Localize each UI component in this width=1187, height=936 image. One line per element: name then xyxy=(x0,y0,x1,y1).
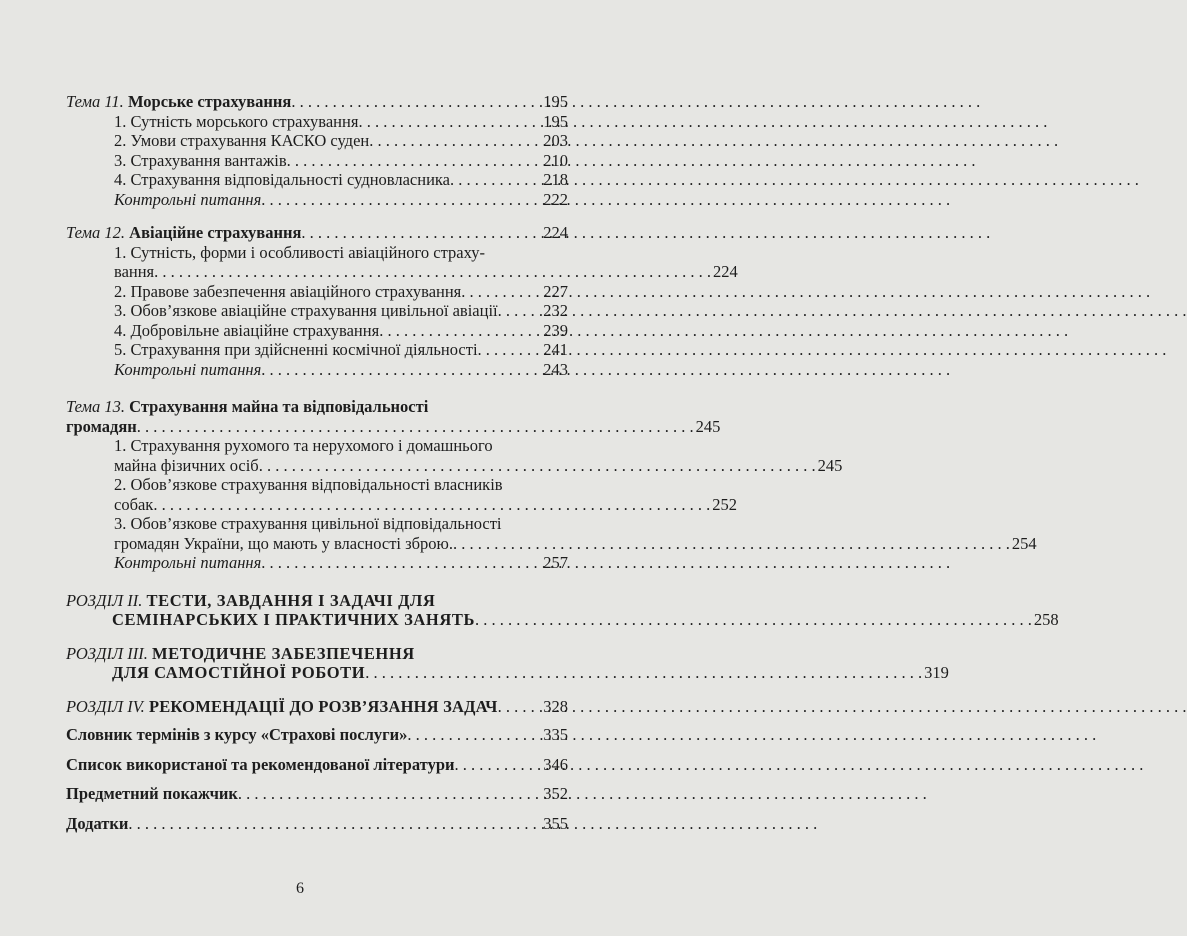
topic-12-title: Авіаційне страхування xyxy=(129,223,302,242)
dot-leader xyxy=(261,190,541,210)
toc-item-12-4[interactable] xyxy=(66,321,568,341)
dot-leader xyxy=(379,321,541,341)
appendix-page: 355 xyxy=(543,813,568,833)
toc-item-label: 1. Сутність морського страхування xyxy=(114,111,359,131)
dot-leader xyxy=(407,725,541,745)
toc-item-label: 4. Добровільне авіаційне страхування xyxy=(114,320,380,340)
topic-11-title: Морське страхування xyxy=(127,92,292,111)
dot-leader: . . . . . . . . . . . . . . . . . . . . . . . . . . . . . . . . . . . . . . . . . . . . . . . . . . . . . . . . . . . . . . . . . . . . xyxy=(136,416,694,436)
dot-leader: . . . . . . . . . . . . . . . . . . . . . . . . . . . . . . . . . . . . . . . . . . . . . . . . . . . . . . . . . . . . . . . . . . . . xyxy=(365,663,923,682)
section-3-title-line1: МЕТОДИЧНЕ ЗАБЕЗПЕЧЕННЯ xyxy=(151,643,415,663)
dot-leader xyxy=(450,170,541,190)
toc-item-label-line2: майна фізичних осіб xyxy=(114,455,259,475)
toc-item-11-1[interactable] xyxy=(66,112,568,132)
toc-item-page: 245 xyxy=(817,455,843,475)
dot-leader: . . . . . . . . . . . . . . . . . . . . . . . . . . . . . . . . . . . . . . . . . . . . . . . . . . . . . . . . . . . . . . . . . . . . xyxy=(475,610,1032,629)
toc-item-12-5[interactable] xyxy=(66,340,568,360)
toc-section-2[interactable] xyxy=(66,590,1059,630)
dot-leader xyxy=(478,340,542,360)
toc-item-label-line1: 1. Сутність, форми і особливості авіаційного страху- xyxy=(114,242,485,262)
control-questions-label: Контрольні питання xyxy=(114,553,262,572)
section-3-prefix: РОЗДІЛ ІІІ. xyxy=(66,643,148,663)
topic-13-title-line1: Страхування майна та відповідальності xyxy=(129,397,429,416)
references-page: 346 xyxy=(543,754,568,774)
toc-appendix[interactable] xyxy=(66,814,568,834)
toc-item-label: 3. Обов’язкове авіаційне страхування цивільної авіації xyxy=(114,301,498,320)
dot-leader: . . . . . . . . . . . . . . . . . . . . . . . . . . . . . . . . . . . . . . . . . . . . . . . . . . . . . . . . . . . . . . . . . . . . xyxy=(154,262,712,281)
topic-13-page: 245 xyxy=(695,416,721,436)
toc-item-12-2[interactable] xyxy=(66,282,568,302)
dot-leader: . . . . . . . . . . . . . . . . . . . . . . . . . . . . . . . . . . . . . . . . . . . . . . . . . . . . . . . . . . . . . . . . . . . . xyxy=(153,494,711,514)
toc-item-13-3[interactable] xyxy=(66,514,1037,553)
toc-glossary[interactable] xyxy=(66,725,568,745)
toc-item-page: 224 xyxy=(713,262,738,281)
dot-leader xyxy=(498,697,542,717)
toc-control-11[interactable] xyxy=(66,190,568,210)
dot-leader xyxy=(301,223,541,243)
section-4-page: 328 xyxy=(543,696,568,716)
topic-13-prefix: Тема 13. xyxy=(66,397,126,416)
toc-item-label-line2: собак xyxy=(114,494,154,514)
toc-item-page: 241 xyxy=(543,340,568,359)
dot-leader xyxy=(291,92,541,112)
dot-leader xyxy=(358,112,541,132)
toc-item-label-line1: 1. Страхування рухомого та нерухомого і домашнього xyxy=(114,436,493,455)
dot-leader: . . . . . . . . . . . . . . . . . . . . . . . . . . . . . . . . . . . . . . . . . . . . . . . . . . . . . . . . . . . . . . . . . . . . xyxy=(258,455,816,475)
toc-item-page: 254 xyxy=(1011,533,1037,553)
table-of-contents xyxy=(66,92,1059,833)
dot-leader xyxy=(369,131,541,151)
toc-item-page: 222 xyxy=(543,189,568,209)
dot-leader xyxy=(261,360,541,380)
appendix-label: Додатки xyxy=(66,813,129,833)
toc-section-4[interactable] xyxy=(66,697,568,717)
glossary-page: 335 xyxy=(543,725,568,744)
dot-leader xyxy=(128,814,541,834)
index-label: Предметний покажчик xyxy=(66,784,238,803)
section-4-title: РЕКОМЕНДАЦІЇ ДО РОЗВ’ЯЗАННЯ ЗАДАЧ xyxy=(148,696,498,716)
section-4-prefix: РОЗДІЛ IV. xyxy=(66,696,145,716)
toc-section-3[interactable] xyxy=(66,643,949,683)
toc-item-page: 195 xyxy=(543,111,568,131)
toc-item-12-1[interactable] xyxy=(66,242,738,282)
topic-11-prefix: Тема 11. xyxy=(66,92,124,111)
toc-index[interactable] xyxy=(66,784,568,804)
section-2-prefix: РОЗДІЛ ІІ. xyxy=(66,590,143,610)
toc-item-page: 239 xyxy=(543,320,568,340)
toc-item-label-line2: громадян України, що мають у власності зброю. xyxy=(114,533,453,553)
glossary-label: Словник термінів з курсу «Страхові послуги» xyxy=(66,725,408,744)
topic-12-page: 224 xyxy=(543,223,568,242)
section-3-page: 319 xyxy=(924,663,949,682)
toc-item-label-line1: 3. Обов’язкове страхування цивільної відповідальності xyxy=(114,514,502,533)
toc-item-label: 3. Страхування вантажів xyxy=(114,150,287,170)
toc-item-page: 227 xyxy=(543,281,568,301)
section-2-page: 258 xyxy=(1033,610,1059,629)
toc-topic-11[interactable] xyxy=(66,92,568,112)
page-number: 6 xyxy=(296,880,304,897)
toc-item-11-2[interactable] xyxy=(66,131,568,151)
toc-item-13-1[interactable] xyxy=(66,436,843,475)
toc-item-page: 203 xyxy=(543,131,568,150)
toc-control-12[interactable] xyxy=(66,360,568,380)
toc-item-11-3[interactable] xyxy=(66,151,568,171)
dot-leader xyxy=(287,151,542,171)
toc-item-12-3[interactable] xyxy=(66,301,568,321)
index-page: 352 xyxy=(543,784,568,803)
toc-item-label-line2: вання xyxy=(114,262,155,281)
references-label: Список використаної та рекомендованої літератури xyxy=(66,754,455,774)
control-questions-label: Контрольні питання xyxy=(114,359,262,379)
toc-references[interactable] xyxy=(66,755,568,775)
toc-item-page: 257 xyxy=(543,553,568,572)
toc-item-page: 210 xyxy=(543,150,568,170)
section-2-title-line2: СЕМІНАРСЬКИХ І ПРАКТИЧНИХ ЗАНЯТЬ xyxy=(112,610,475,629)
toc-topic-13[interactable] xyxy=(66,397,721,436)
toc-control-13[interactable] xyxy=(66,553,568,573)
dot-leader xyxy=(498,301,542,321)
toc-item-13-2[interactable] xyxy=(66,475,737,514)
toc-item-page: 232 xyxy=(543,301,568,320)
toc-item-label: 5. Страхування при здійсненні космічної діяльності xyxy=(114,340,478,359)
dot-leader xyxy=(461,282,541,302)
section-2-title-line1: ТЕСТИ, ЗАВДАННЯ І ЗАДАЧІ ДЛЯ xyxy=(146,590,436,610)
toc-item-page: 218 xyxy=(543,170,568,189)
toc-item-page: 252 xyxy=(712,494,737,514)
topic-11-page: 195 xyxy=(543,92,568,111)
topic-13-title-line2: громадян xyxy=(66,416,137,436)
toc-item-label: 2. Правове забезпечення авіаційного страхування xyxy=(114,281,462,301)
toc-topic-12[interactable] xyxy=(66,223,568,243)
dot-leader xyxy=(455,755,542,775)
dot-leader xyxy=(238,784,541,804)
topic-12-prefix: Тема 12. xyxy=(66,223,126,242)
section-3-title-line2: ДЛЯ САМОСТІЙНОЇ РОБОТИ xyxy=(112,663,366,682)
toc-item-label-line1: 2. Обов’язкове страхування відповідальності власників xyxy=(114,475,503,494)
toc-item-11-4[interactable] xyxy=(66,170,568,190)
toc-item-page: 243 xyxy=(543,359,568,379)
dot-leader xyxy=(261,553,541,573)
control-questions-label: Контрольні питання xyxy=(114,189,262,209)
toc-item-label: 2. Умови страхування КАСКО суден xyxy=(114,131,370,150)
toc-item-label: 4. Страхування відповідальності судновласника xyxy=(114,170,450,189)
dot-leader: . . . . . . . . . . . . . . . . . . . . . . . . . . . . . . . . . . . . . . . . . . . . . . . . . . . . . . . . . . . . . . . . . . . . xyxy=(453,533,1010,553)
